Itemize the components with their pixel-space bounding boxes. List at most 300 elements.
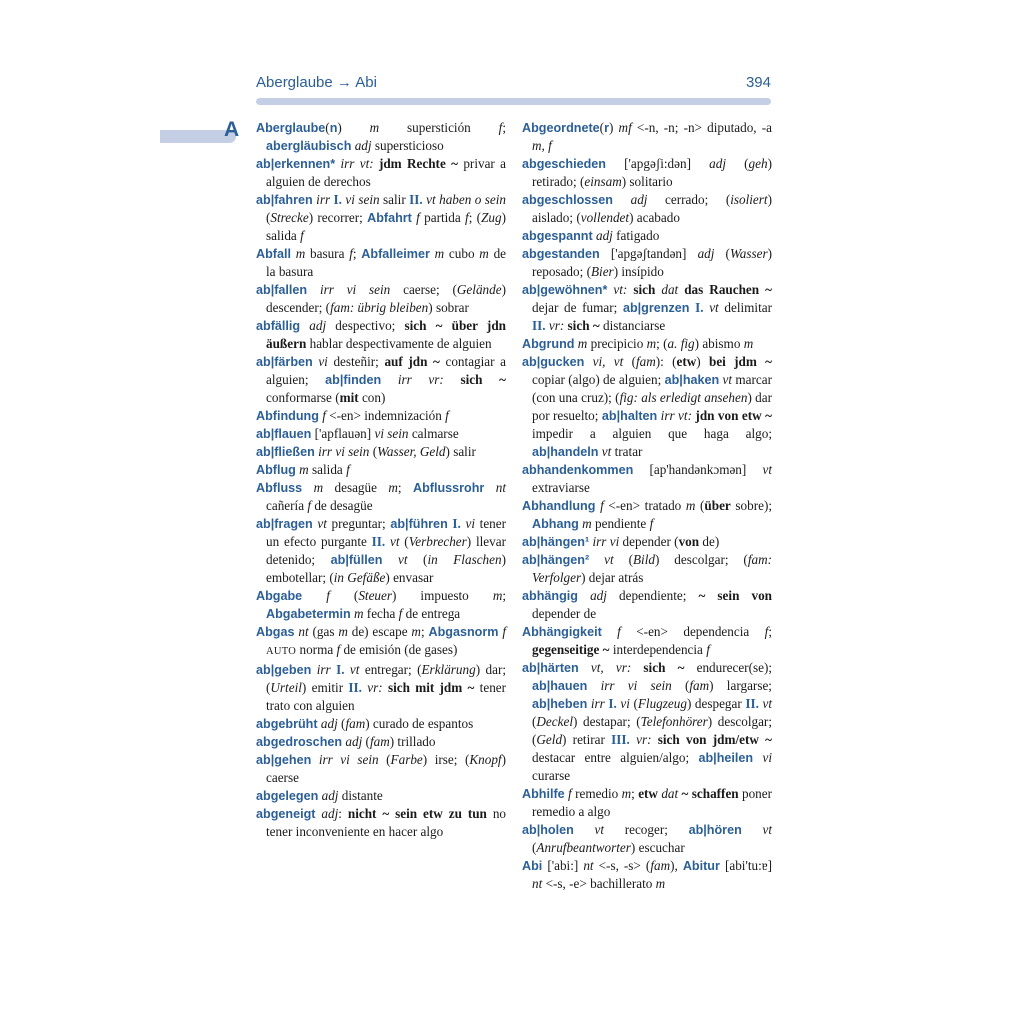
- headword: Abfahrt: [367, 211, 412, 225]
- thumb-index-letter: A: [224, 118, 240, 141]
- entry-text: sich ~ über jdn äußern: [266, 318, 506, 351]
- dictionary-entry: [522, 497, 772, 533]
- entry-text: f: [764, 624, 769, 639]
- entry-text: de): [699, 534, 720, 549]
- entry-text: ) descolgar; (: [654, 552, 748, 567]
- entry-text: (: [329, 588, 359, 603]
- entry-text: Wasser: [729, 246, 768, 261]
- entry-text: [602, 624, 617, 639]
- entry-text: ) curado de espantos: [365, 716, 474, 731]
- headword: ab|flauen: [256, 427, 312, 441]
- headword: Abflussrohr: [412, 481, 485, 495]
- headword: ab|führen: [390, 517, 448, 531]
- entry-text: in Flaschen: [427, 552, 502, 567]
- entry-text: ) envasar: [385, 570, 434, 585]
- dictionary-entry: [522, 857, 772, 893]
- entry-text: norma: [296, 642, 337, 657]
- entry-text: sich mit jdm ~: [387, 680, 475, 695]
- entry-text: ) retirar: [562, 732, 612, 747]
- entry-text: [ap'handənkɔmən]: [633, 462, 763, 477]
- dictionary-entry: [256, 119, 506, 155]
- entry-text: de) escape: [347, 624, 412, 639]
- dictionary-entry: [256, 425, 506, 443]
- headword: ab|hängen²: [522, 553, 590, 567]
- entry-text: ) despegar: [686, 696, 746, 711]
- entry-text: desteñir;: [327, 354, 385, 369]
- entry-text: m: [582, 516, 592, 531]
- entry-text: II.: [532, 318, 546, 333]
- entry-text: jdm Rechte ~: [378, 156, 458, 171]
- headword: ab|fahren: [256, 193, 313, 207]
- headword: Abhang: [532, 517, 579, 531]
- headword: ab|hängen¹: [522, 535, 590, 549]
- entry-text: (: [337, 716, 346, 731]
- entry-text: [abi'tu:ɐ]: [719, 858, 772, 873]
- entry-text: [381, 372, 398, 387]
- entry-text: [613, 192, 631, 207]
- headword: abgestanden: [522, 247, 600, 261]
- entry-text: vt haben o sein: [426, 192, 507, 207]
- entry-text: adj: [697, 246, 715, 261]
- entry-text: ['apgəʃi:dən]: [606, 156, 710, 171]
- entry-text: ) llevar detenido;: [266, 534, 506, 567]
- headword: abgespannt: [522, 229, 593, 243]
- dictionary-entry: [256, 733, 506, 751]
- entry-text: desagüe: [323, 480, 389, 495]
- entry-text: f: [502, 624, 506, 639]
- dictionary-entry: [256, 317, 506, 353]
- entry-text: ) destapar; (: [573, 714, 641, 729]
- entry-text: ) dejar atrás: [581, 570, 644, 585]
- dictionary-entry: [522, 227, 772, 245]
- entry-text: adj: [321, 806, 339, 821]
- entry-text: distante: [338, 788, 383, 803]
- headword: n: [329, 121, 338, 135]
- entry-text: ) reposado; (: [532, 246, 772, 279]
- entry-text: (: [532, 714, 537, 729]
- entry-text: precipicio: [587, 336, 647, 351]
- entry-text: vt: [762, 462, 772, 477]
- entry-text: f: [498, 120, 503, 135]
- entry-text: gegenseitige ~: [532, 642, 610, 657]
- headword: Abgrund: [522, 337, 575, 351]
- entry-text: Gelände: [456, 282, 502, 297]
- entry-text: f: [398, 606, 403, 621]
- entry-text: [311, 752, 319, 767]
- entry-text: vr:: [636, 732, 652, 747]
- entry-text: vt: [604, 552, 614, 567]
- page-number: 394: [745, 74, 771, 91]
- entry-text: con): [358, 390, 386, 405]
- dictionary-entry: [522, 587, 772, 623]
- entry-text: I.: [695, 300, 704, 315]
- entry-text: ; (: [656, 336, 668, 351]
- entry-text: nt: [495, 480, 506, 495]
- entry-text: f: [300, 228, 304, 243]
- dictionary-entry: [256, 353, 506, 407]
- entry-text: I.: [333, 192, 342, 207]
- entry-text: adj: [320, 716, 338, 731]
- entry-text: vt:: [613, 282, 628, 297]
- entry-text: adj: [630, 192, 648, 207]
- entry-text: f: [617, 624, 621, 639]
- entry-text: vt: [349, 662, 360, 677]
- entry-text: calmarse: [408, 426, 459, 441]
- entry-text: f: [326, 588, 330, 603]
- entry-text: [584, 354, 592, 369]
- entry-text: vi: [318, 354, 328, 369]
- entry-text: copiar (algo) de alguien;: [532, 372, 665, 387]
- entry-text: marcar (con una cruz); (: [532, 372, 772, 405]
- entry-text: Steuer: [358, 588, 393, 603]
- entry-text: sich: [633, 282, 656, 297]
- dictionary-entry: [256, 407, 506, 425]
- entry-text: mf: [618, 120, 632, 135]
- entry-text: ) impuesto: [392, 588, 493, 603]
- entry-text: vi, vt: [592, 354, 624, 369]
- headword: Abgeordnete: [522, 121, 600, 135]
- entry-text: endurecer(se);: [684, 660, 773, 675]
- entry-text: Anrufbeantworter: [536, 840, 631, 855]
- entry-text: tratar: [611, 444, 643, 459]
- entry-text: m: [621, 786, 632, 801]
- headword: ab|grenzen: [622, 301, 690, 315]
- entry-text: vt: [397, 552, 408, 567]
- entry-text: cubo: [444, 246, 480, 261]
- headword: abergläubisch: [266, 139, 352, 153]
- entry-text: f: [568, 786, 572, 801]
- entry-text: Erklärung: [421, 662, 476, 677]
- entry-text: isoliert: [730, 192, 768, 207]
- entry-text: fam: [369, 734, 390, 749]
- entry-text: dependiente;: [606, 588, 699, 603]
- headword: Abgabetermin: [266, 607, 351, 621]
- entry-text: (: [407, 552, 428, 567]
- entry-text: Farbe: [390, 752, 423, 767]
- entry-text: ) trillado: [389, 734, 436, 749]
- headword: ab|handeln: [532, 445, 599, 459]
- entry-text: ): (: [655, 354, 677, 369]
- entry-text: ): [608, 120, 619, 135]
- entry-text: hablar despectivamente de alguien: [306, 336, 492, 351]
- entry-text: cerrado; (: [647, 192, 731, 207]
- entry-text: f: [416, 210, 420, 225]
- entry-text: Deckel: [536, 714, 574, 729]
- entry-text: (gas: [308, 624, 339, 639]
- entry-text: dat: [661, 786, 679, 801]
- entry-text: vt: [389, 534, 400, 549]
- dictionary-entry: [256, 155, 506, 191]
- headword: Abfluss: [256, 481, 303, 495]
- entry-text: de la basura: [266, 246, 507, 279]
- dictionary-entry: [522, 335, 772, 353]
- entry-text: [574, 822, 595, 837]
- headword: ab|finden: [325, 373, 382, 387]
- entry-text: nicht ~ sein etw zu tun: [347, 806, 487, 821]
- entry-text: pendiente: [591, 516, 650, 531]
- entry-text: entregar; (: [359, 662, 422, 677]
- entry-text: fam: [345, 716, 366, 731]
- entry-text: adj: [321, 788, 339, 803]
- dictionary-entry: [522, 785, 772, 821]
- dictionary-entry: [522, 461, 772, 497]
- entry-text: vt: [601, 444, 612, 459]
- entry-text: [589, 552, 604, 567]
- headword: Abitur: [682, 859, 720, 873]
- entry-text: (: [623, 354, 636, 369]
- entry-text: depender (: [619, 534, 679, 549]
- entry-text: <-s, -e> bachillerato: [542, 876, 656, 891]
- entry-text: II.: [745, 696, 759, 711]
- entry-text: sich ~: [567, 318, 600, 333]
- dictionary-entry: [522, 155, 772, 191]
- entry-text: adj: [595, 228, 613, 243]
- entry-text: (: [671, 678, 690, 693]
- entry-text: ) abismo: [694, 336, 744, 351]
- entry-text: (: [613, 552, 633, 567]
- entry-text: ;: [397, 480, 413, 495]
- entry-text: ~ schaffen: [681, 786, 739, 801]
- headword: abhängig: [522, 589, 578, 603]
- entry-text: fecha: [363, 606, 399, 621]
- entry-text: fig: als erledigt ansehen: [619, 390, 748, 405]
- entry-text: de emisión (de gases): [340, 642, 458, 657]
- headword: Abfindung: [256, 409, 319, 423]
- entry-text: Bier: [590, 264, 614, 279]
- entry-text: ['abi:]: [542, 858, 584, 873]
- headword: abhandenkommen: [522, 463, 634, 477]
- dictionary-entry: [256, 191, 506, 245]
- entry-text: <-s, -s> (: [593, 858, 651, 873]
- headword: ab|fließen: [256, 445, 315, 459]
- entry-text: [302, 480, 313, 495]
- entry-text: (: [266, 210, 271, 225]
- entry-text: ) insípido: [613, 264, 664, 279]
- headword: Abgabe: [256, 589, 303, 603]
- right-column: [522, 119, 772, 893]
- entry-text: fam: [689, 678, 710, 693]
- entry-text: [631, 660, 643, 675]
- entry-text: vi: [762, 750, 772, 765]
- entry-text: salida: [308, 462, 347, 477]
- entry-text: vollendet: [580, 210, 630, 225]
- headword: ab|holen: [522, 823, 574, 837]
- entry-text: despectivo;: [326, 318, 405, 333]
- dictionary-entry: [256, 443, 506, 461]
- dictionary-entry: [256, 461, 506, 479]
- entry-text: (: [629, 696, 638, 711]
- entry-text: ) salida: [266, 210, 507, 243]
- headword: ab|hauen: [532, 679, 588, 693]
- entry-text: adj: [709, 156, 726, 171]
- entry-text: ['apgəʃtandən]: [599, 246, 698, 261]
- entry-text: remedio: [571, 786, 622, 801]
- dictionary-entry: [522, 551, 772, 587]
- entry-text: sich ~: [460, 372, 506, 387]
- entry-text: vt, vr:: [590, 660, 632, 675]
- entry-text: irr vi sein: [318, 752, 379, 767]
- entry-text: fam: Verfolger: [532, 552, 772, 585]
- headword: ab|geben: [256, 663, 312, 677]
- entry-text: impedir a alguien que haga algo;: [532, 426, 772, 441]
- entry-text: Wasser, Geld: [377, 444, 446, 459]
- entry-text: ;: [352, 246, 362, 261]
- entry-text: f: [346, 462, 350, 477]
- entry-text: vi: [465, 516, 476, 531]
- entry-text: Flugzeug: [637, 696, 687, 711]
- headword: Abhilfe: [522, 787, 565, 801]
- dictionary-entry: [522, 245, 772, 281]
- entry-text: vt: [722, 372, 733, 387]
- running-head: Aberglaube → Abi: [256, 74, 377, 91]
- entry-text: geh: [748, 156, 768, 171]
- entry-text: distanciarse: [599, 318, 666, 333]
- entry-text: m: [411, 624, 421, 639]
- dictionary-entry: [256, 479, 506, 515]
- entry-text: adj: [590, 588, 607, 603]
- entry-text: (: [362, 734, 370, 749]
- headword: abgebrüht: [256, 717, 318, 731]
- entry-text: tener un efecto purgante: [266, 516, 507, 549]
- dictionary-entry: [256, 787, 506, 805]
- entry-text: irr vi sein: [600, 678, 672, 693]
- entry-text: <-en> indemnización: [325, 408, 446, 423]
- entry-text: privar a alguien de derechos: [266, 156, 506, 189]
- entry-text: m, f: [532, 138, 552, 153]
- entry-text: ) embotellar; (: [266, 552, 506, 585]
- entry-text: AUTO: [266, 646, 297, 657]
- headword: abgelegen: [256, 789, 319, 803]
- entry-text: m: [492, 588, 503, 603]
- entry-text: irr vi sein: [318, 444, 370, 459]
- headword: ab|heben: [532, 697, 588, 711]
- entry-text: f: [649, 516, 654, 531]
- entry-text: ; (: [468, 210, 482, 225]
- entry-text: <-en> tratado: [603, 498, 686, 513]
- entry-text: ),: [670, 858, 683, 873]
- entry-text: irr vi: [592, 534, 620, 549]
- entry-text: II.: [409, 192, 423, 207]
- entry-text: ): [337, 120, 370, 135]
- entry-text: (: [532, 840, 537, 855]
- entry-text: ) descolgar; (: [532, 714, 772, 747]
- entry-text: fatigado: [612, 228, 660, 243]
- entry-text: ) dar; (: [266, 662, 507, 695]
- headword: Abfalleimer: [361, 247, 430, 261]
- entry-text: m: [434, 246, 445, 261]
- entry-text: jdn von etw ~: [695, 408, 772, 423]
- entry-text: ) dar por resuelto;: [532, 390, 772, 423]
- entry-text: über: [704, 498, 731, 513]
- headword: Abfall: [256, 247, 291, 261]
- headword: ab|färben: [256, 355, 313, 369]
- entry-text: fam: [635, 354, 656, 369]
- headword: ab|füllen: [330, 553, 383, 567]
- entry-text: m: [479, 246, 489, 261]
- entry-text: Strecke: [270, 210, 309, 225]
- entry-text: m: [295, 246, 306, 261]
- entry-text: (: [369, 444, 378, 459]
- entry-text: I.: [336, 662, 345, 677]
- entry-text: nt: [532, 876, 543, 891]
- entry-text: II.: [348, 680, 362, 695]
- entry-text: Urteil: [270, 680, 302, 695]
- headword: ab|haken: [664, 373, 720, 387]
- entry-text: [300, 318, 309, 333]
- entry-text: fam: [650, 858, 671, 873]
- entry-text: f: [307, 498, 312, 513]
- entry-text: ) recorrer;: [308, 210, 368, 225]
- entry-text: delimitar: [718, 300, 772, 315]
- entry-text: [307, 282, 320, 297]
- entry-text: [444, 372, 461, 387]
- headword: Abi: [522, 859, 543, 873]
- entry-text: von: [678, 534, 700, 549]
- entry-text: vr:: [367, 680, 383, 695]
- entry-text: etw: [676, 354, 697, 369]
- headword: ab|hören: [688, 823, 742, 837]
- entry-text: superstición: [379, 120, 499, 135]
- entry-text: :: [338, 806, 348, 821]
- dictionary-entry: [256, 751, 506, 787]
- entry-text: irr: [316, 192, 331, 207]
- header-rule: [256, 98, 771, 105]
- entry-text: tener trato con alguien: [266, 680, 507, 713]
- entry-text: curarse: [532, 768, 571, 783]
- headword: Abhängigkeit: [522, 625, 602, 639]
- entry-text: vi: [620, 696, 630, 711]
- entry-text: ) irse; (: [422, 752, 470, 767]
- entry-text: ;: [631, 786, 639, 801]
- entry-text: ;: [502, 588, 507, 603]
- entry-text: salir: [379, 192, 410, 207]
- entry-text: irr: [316, 662, 331, 677]
- entry-text: III.: [611, 732, 630, 747]
- dictionary-entry: [522, 281, 772, 335]
- entry-text: ) escuchar: [630, 840, 685, 855]
- entry-text: <-n, -n; -n> diputado, -a: [631, 120, 772, 135]
- headword: ab|härten: [522, 661, 579, 675]
- entry-text: ) descender; (: [266, 282, 506, 315]
- entry-text: [302, 588, 326, 603]
- entry-text: ) acabado: [629, 210, 680, 225]
- entry-text: m: [353, 606, 364, 621]
- entry-text: Geld: [536, 732, 563, 747]
- entry-text: m: [685, 498, 696, 513]
- entry-text: (: [325, 120, 330, 135]
- entry-text: [579, 660, 591, 675]
- entry-text: f: [322, 408, 326, 423]
- entry-text: f: [445, 408, 449, 423]
- entry-text: interdependencia: [609, 642, 707, 657]
- entry-text: sich von jdm/etw ~: [657, 732, 772, 747]
- entry-text: ;: [502, 120, 506, 135]
- entry-text: conformarse (: [266, 390, 340, 405]
- headword: Abgas: [256, 625, 295, 639]
- headword: Aberglaube: [256, 121, 326, 135]
- dictionary-entry: [522, 659, 772, 785]
- entry-text: fam: übrig bleiben: [330, 300, 429, 315]
- entry-text: I.: [608, 696, 617, 711]
- entry-text: ['apflauən]: [311, 426, 375, 441]
- entry-text: m: [655, 876, 666, 891]
- entry-text: ) emitir: [301, 680, 349, 695]
- entry-text: [484, 480, 495, 495]
- entry-text: Knopf: [469, 752, 502, 767]
- entry-text: partida: [419, 210, 466, 225]
- headword: ab|fragen: [256, 517, 313, 531]
- entry-text: basura: [305, 246, 350, 261]
